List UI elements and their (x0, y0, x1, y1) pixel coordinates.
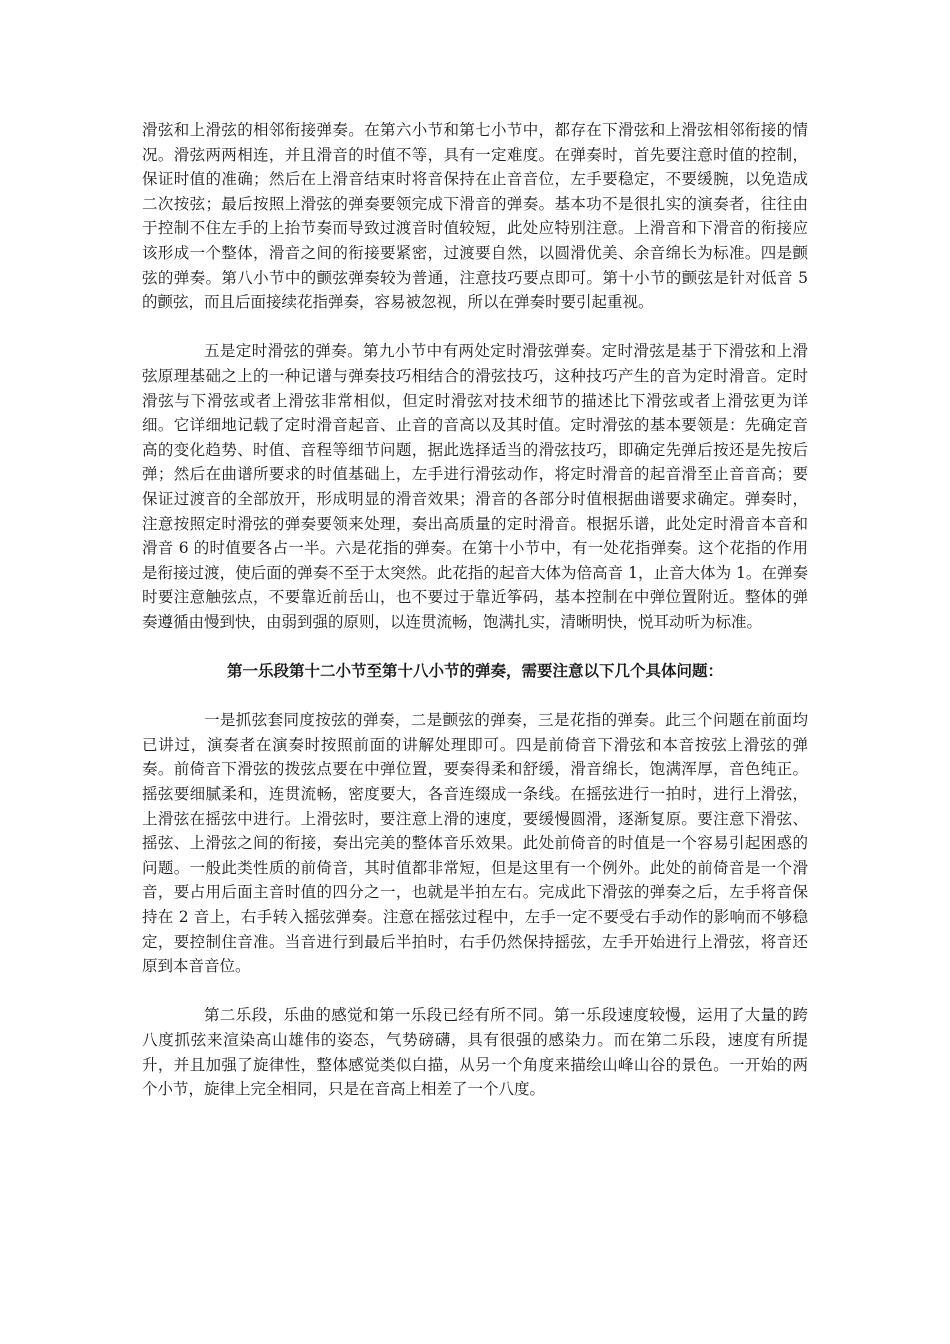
paragraph-timed-slide: 五是定时滑弦的弹奏。第九小节中有两处定时滑弦弹奏。定时滑弦是基于下滑弦和上滑弦原理基础之上的一种记谱与弹奏技巧相结合的滑弦技巧，这种技巧产生的音为定时滑音。定时滑弦与下滑弦或者上滑弦非常相似，但定时滑弦对技术细节的描述比下滑弦或者上滑弦更为详细。它详细地记载了定时滑音起音、止音的音高以及其时值。定时滑弦的基本要领是：先确定音高的变化趋势、时值、音程等细节问题，据此选择适当的滑弦技巧，即确定先弹后按还是先按后弹；然后在曲谱所要求的时值基础上，左手进行滑弦动作，将定时滑音的起音滑至止音音高；要保证过渡音的全部放开，形成明显的滑音效果；滑音的各部分时值根据曲谱要求确定。弹奏时，注意按照定时滑弦的弹奏要领来处理，奏出高质量的定时滑音。根据乐谱，此处定时滑音本音和滑音 6 的时值要各占一半。六是花指的弹奏。在第十小节中，有一处花指弹奏。这个花指的作用是衔接过渡，使后面的弹奏不至于太突然。此花指的起音大体为倍高音 1，止音大体为 1。在弹奏时要注意触弦点，不要靠近前岳山，也不要过于靠近筝码，基本控制在中弹位置附近。整体的弹奏遵循由慢到快，由弱到强的原则，以连贯流畅，饱满扎实，清晰明快，悦耳动听为标准。 (142, 342, 808, 631)
section-heading: 第一乐段第十二小节至第十八小节的弹奏，需要注意以下几个具体问题： (226, 661, 723, 681)
paragraph-slide-techniques: 滑弦和上滑弦的相邻衔接弹奏。在第六小节和第七小节中，都存在下滑弦和上滑弦相邻衔接的情况。滑弦两两相连，并且滑音的时值不等，具有一定难度。在弹奏时，首先要注意时值的控制，保证时值的准确；然后在上滑音结束时将音保持在止音音位，左手要稳定，不要缓腕，以免造成二次按弦；最后按照上滑弦的弹奏要领完成下滑音的弹奏。基本功不是很扎实的演奏者，往往由于控制不住左手的上抬节奏而导致过渡音时值较短，此处应特别注意。上滑音和下滑音的衔接应该形成一个整体，滑音之间的衔接要紧密，过渡要自然，以圆滑优美、余音绵长为标准。四是颤弦的弹奏。第八小节中的颤弦弹奏较为普通，注意技巧要点即可。第十小节的颤弦是针对低音 5 的颤弦，而且后面接续花指弹奏，容易被忽视，所以在弹奏时要引起重视。 (142, 121, 808, 312)
paragraph-specific-issues: 一是抓弦套同度按弦的弹奏，二是颤弦的弹奏，三是花指的弹奏。此三个问题在前面均已讲过，演奏者在演奏时按照前面的讲解处理即可。四是前倚音下滑弦和本音按弦上滑弦的弹奏。前倚音下滑弦的拨弦点要在中弹位置，要奏得柔和舒缓，滑音绵长，饱满浑厚，音色纯正。摇弦要细腻柔和，连贯流畅，密度要大，各音连缀成一条线。在摇弦进行一拍时，进行上滑弦，上滑弦在摇弦中进行。上滑弦时，要注意上滑的速度，要缓慢圆滑，逐渐复原。要注意下滑弦、摇弦、上滑弦之间的衔接，奏出完美的整体音乐效果。此处前倚音的时值是一个容易引起困惑的问题。一般此类性质的前倚音，其时值都非常短，但是这里有一个例外。此处的前倚音是一个滑音，要占用后面主音时值的四分之一，也就是半拍左右。完成此下滑弦的弹奏之后，左手将音保持在 2 音上，右手转入摇弦弹奏。注意在摇弦过程中，左手一定不要受右手动作的影响而不够稳定，要控制住音准。当音进行到最后半拍时，右手仍然保持摇弦，左手开始进行上滑弦，将音还原到本音音位。 (142, 711, 808, 976)
paragraph-second-section: 第二乐段，乐曲的感觉和第一乐段已经有所不同。第一乐段速度较慢，运用了大量的跨八度抓弦来渲染高山雄伟的姿态，气势磅礴，具有很强的感染力。而在第二乐段，速度有所提升，并且加强了旋律性，整体感觉类似白描，从另一个角度来描绘山峰山谷的景色。一开始的两个小节，旋律上完全相同，只是在音高上相差了一个八度。 (142, 1006, 808, 1099)
document-body (142, 118, 808, 1102)
